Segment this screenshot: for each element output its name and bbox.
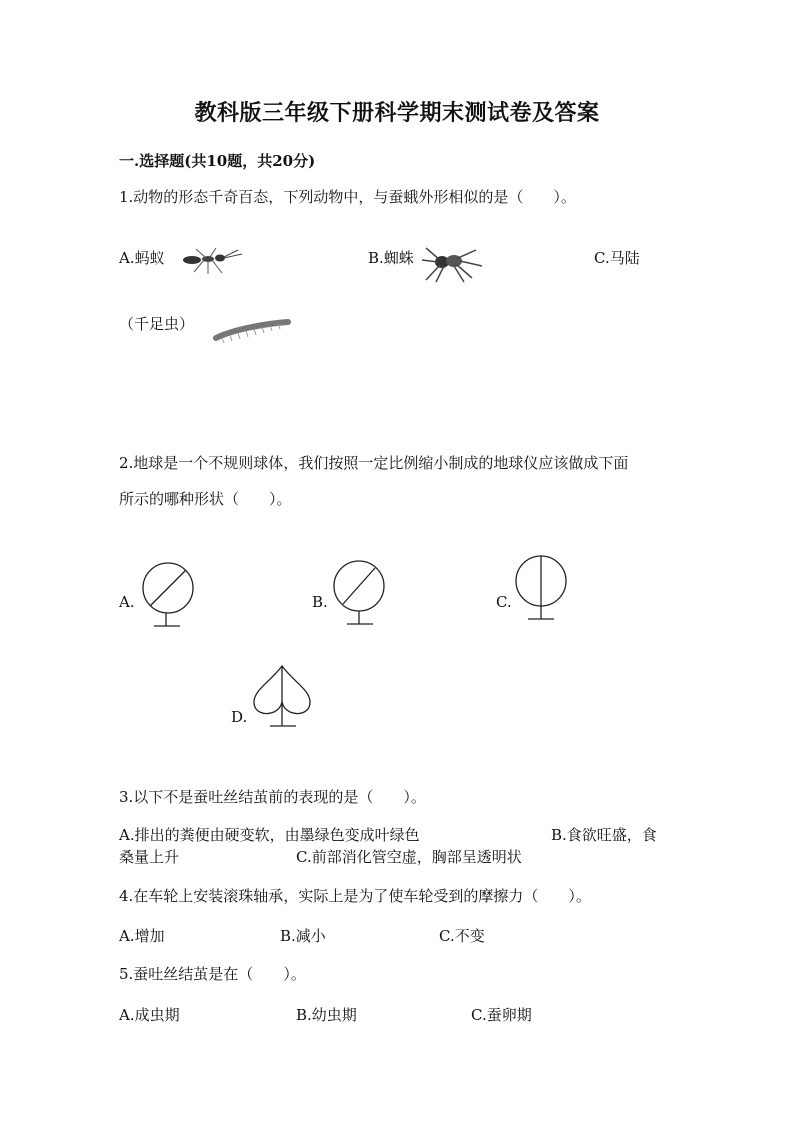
q2-option-d: D. <box>231 708 248 726</box>
heart-shape-d-image <box>250 662 314 732</box>
question-4-stem: 4.在车轮上安装滚珠轴承，实际上是为了使车轮受到的摩擦力（ ）。 <box>119 887 591 905</box>
q1-option-c-note: （千足虫） <box>119 315 195 333</box>
q4-option-b: B.减小 <box>280 927 326 945</box>
q2-option-b: B. <box>312 593 328 611</box>
question-1-stem: 1.动物的形态千奇百态，下列动物中，与蚕蛾外形相似的是（ ）。 <box>119 188 576 206</box>
globe-shape-b-image <box>327 558 391 628</box>
q1-option-b: B.蜘蛛 <box>368 249 414 267</box>
millipede-image <box>212 316 292 344</box>
q5-option-b: B.幼虫期 <box>296 1006 357 1024</box>
q2-option-a: A. <box>119 593 135 611</box>
spider-image <box>420 244 484 284</box>
question-5-stem: 5.蚕吐丝结茧是在（ ）。 <box>119 965 306 983</box>
page-title: 教科版三年级下册科学期末测试卷及答案 <box>194 100 600 126</box>
q3-option-b-cont: 桑量上升 <box>119 848 180 866</box>
question-2-stem-line1: 2.地球是一个不规则球体，我们按照一定比例缩小制成的地球仪应该做成下面 <box>119 454 629 472</box>
q5-option-a: A.成虫期 <box>119 1006 180 1024</box>
globe-shape-a-image <box>136 560 200 630</box>
q2-option-c: C. <box>496 593 512 611</box>
q1-option-c: C.马陆 <box>594 249 640 267</box>
question-2-stem-line2: 所示的哪种形状（ ）。 <box>119 490 292 508</box>
ant-image <box>180 246 252 278</box>
q5-option-c: C.蚕卵期 <box>471 1006 532 1024</box>
q3-option-a: A.排出的粪便由硬变软，由墨绿色变成叶绿色 <box>119 826 420 844</box>
q1-option-a: A.蚂蚁 <box>119 249 165 267</box>
q3-option-c: C.前部消化管空虚，胸部呈透明状 <box>296 848 522 866</box>
globe-shape-c-image <box>509 553 573 623</box>
section-heading: 一.选择题(共10题，共20分) <box>119 152 316 170</box>
q4-option-c: C.不变 <box>439 927 485 945</box>
q4-option-a: A.增加 <box>119 927 165 945</box>
q3-option-b: B.食欲旺盛，食 <box>551 826 657 844</box>
question-3-stem: 3.以下不是蚕吐丝结茧前的表现的是（ ）。 <box>119 788 426 806</box>
